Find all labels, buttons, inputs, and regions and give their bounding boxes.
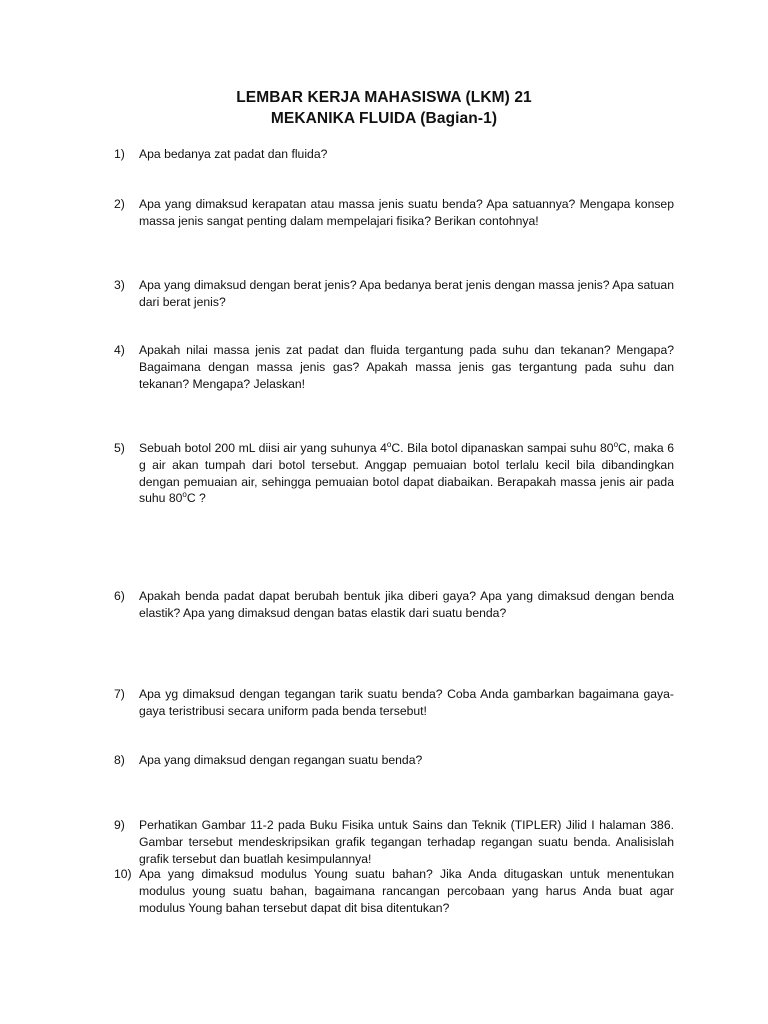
degree-symbol: o — [613, 439, 619, 449]
worksheet-subtitle: MEKANIKA FLUIDA (Bagian-1) — [270, 110, 498, 127]
question-number: 2) — [114, 197, 125, 211]
question-text: Apa yang dimaksud kerapatan atau massa jenis suatu benda? Apa satuannya? Mengapa konsep massa jenis sangat penting dalam mempelajari fisika? Berikan contohnya! — [139, 197, 674, 228]
question-7 — [114, 686, 674, 720]
question-10 — [114, 866, 674, 916]
question-3 — [114, 277, 674, 311]
question-text: Apa yang dimaksud modulus Young suatu bahan? Jika Anda ditugaskan untuk menentukan modulus young suatu bahan, bagaimana rancangan percobaan yang harus Anda buat agar modulus Young bahan tersebut dapat dit bisa ditentukan? — [139, 867, 674, 915]
question-8 — [114, 752, 674, 769]
question-9 — [114, 817, 674, 867]
degree-symbol: o — [386, 439, 392, 449]
question-text: Apa yg dimaksud dengan tegangan tarik suatu benda? Coba Anda gambarkan bagaimana gaya-gaya teristribusi secara uniform pada benda tersebut! — [139, 687, 674, 718]
question-text: Perhatikan Gambar 11-2 pada Buku Fisika untuk Sains dan Teknik (TIPLER) Jilid I halaman 386. Gambar tersebut mendeskripsikan grafik tegangan terhadap regangan suatu benda. Analisislah grafik tersebut dan buatlah kesimpulannya! — [139, 818, 674, 866]
question-number: 8) — [114, 753, 125, 767]
question-number: 9) — [114, 818, 125, 832]
question-number: 5) — [114, 441, 125, 455]
question-text: Apakah benda padat dapat berubah bentuk jika diberi gaya? Apa yang dimaksud dengan benda elastik? Apa yang dimaksud dengan batas elastik dari suatu benda? — [139, 589, 674, 620]
question-6 — [114, 588, 674, 622]
question-1 — [114, 146, 674, 163]
question-5 — [114, 440, 674, 507]
question-text — [139, 440, 674, 507]
question-number: 3) — [114, 278, 125, 292]
degree-symbol: o — [182, 490, 187, 500]
question-text-part: C ? — [186, 491, 206, 506]
question-2 — [114, 196, 674, 230]
question-text-part: C, maka 6 g air akan tumpah dari botol tersebut. Anggap pemuaian botol terlalu kecil bila dibandingkan dengan pemuaian air, sehingga pemuaian botol dapat diabaikan. Berapakah massa jenis air pada suhu 80 — [139, 441, 674, 506]
worksheet-title: LEMBAR KERJA MAHASISWA (LKM) 21 — [236, 89, 532, 106]
question-text-part: Sebuah botol 200 mL diisi air yang suhunya 4 — [139, 441, 387, 455]
question-number: 10) — [114, 867, 132, 881]
question-number: 4) — [114, 343, 125, 357]
question-text: Apa yang dimaksud dengan berat jenis? Apa bedanya berat jenis dengan massa jenis? Apa satuan dari berat jenis? — [139, 278, 674, 309]
question-text-part: C. Bila botol dipanaskan sampai suhu 80 — [391, 441, 614, 455]
question-text: Apa yang dimaksud dengan regangan suatu benda? — [139, 753, 423, 767]
question-number: 7) — [114, 687, 125, 701]
question-number: 6) — [114, 589, 125, 603]
question-text: Apakah nilai massa jenis zat padat dan fluida tergantung pada suhu dan tekanan? Mengapa? Bagaimana dengan massa jenis gas? Apakah massa jenis gas tergantung pada suhu dan tekanan? Mengapa? Jelaskan! — [139, 343, 674, 391]
question-4 — [114, 342, 674, 392]
question-text: Apa bedanya zat padat dan fluida? — [139, 147, 328, 161]
question-number: 1) — [114, 147, 125, 161]
